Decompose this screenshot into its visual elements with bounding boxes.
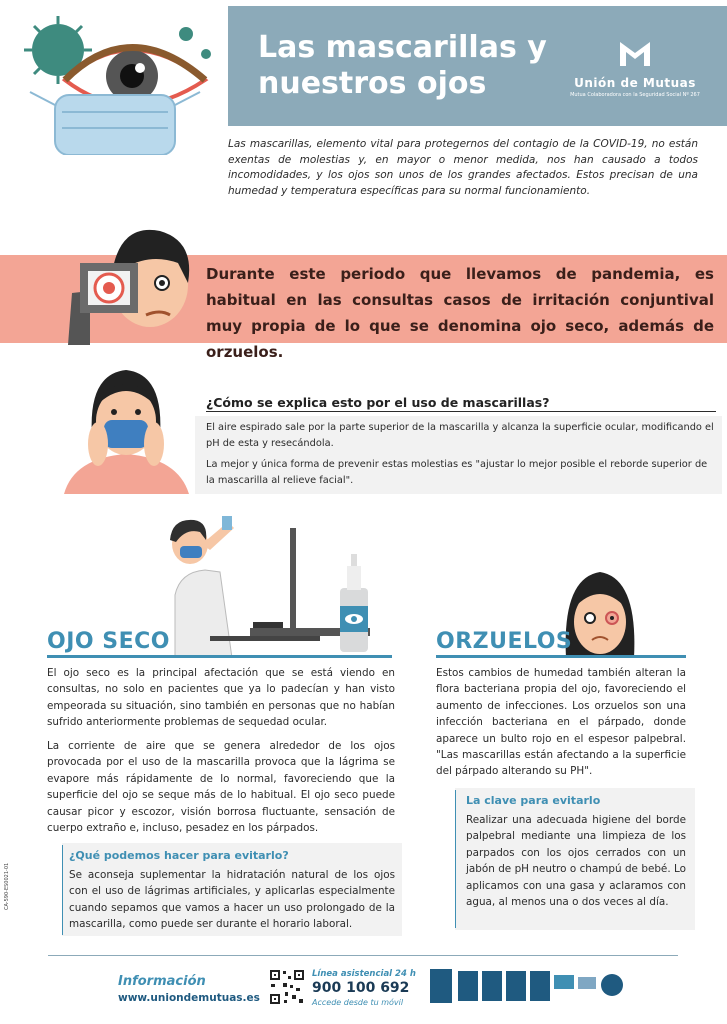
logo-mark-icon — [617, 38, 653, 68]
ojo-seco-underline — [47, 655, 392, 658]
logo-name: Unión de Mutuas — [574, 76, 696, 90]
man-with-eye-exam-illustration — [50, 223, 195, 345]
woman-adjusting-mask-illustration — [64, 366, 189, 494]
masked-eye-virus-illustration — [10, 10, 225, 155]
man-using-eye-drops-at-computer-illustration — [150, 510, 400, 658]
poster-title — [258, 30, 588, 102]
mobile-access-note: Accede desde tu móvil — [312, 998, 404, 1007]
helpline-phone-link[interactable]: 900 100 692 — [312, 980, 410, 996]
question-paragraph-1: El aire espirado sale por la parte superior de la mascarilla y alcanza la superficie ocular, modificando el pH de esta y resecándola. — [206, 422, 714, 449]
union-de-mutuas-logo — [570, 38, 700, 98]
header — [0, 0, 727, 125]
info-title: Información — [118, 974, 206, 989]
question-divider — [206, 411, 716, 412]
question-paragraph-2: La mejor y única forma de prevenir estas molestias es "ajustar lo mejor posible el reborde superior de la mascarilla al relieve facial". — [206, 459, 708, 486]
ojo-seco-paragraph-3: Se aconseja suplementar la hidratación natural de los ojos con el uso de lágrimas artificiales, y aplicarlas especialmente cuando sepamos que vamos a hacer un uso prolongado de la mascarilla, como puede ser durante el horario laboral. — [69, 869, 395, 931]
ojo-seco-tip-rule — [62, 845, 63, 935]
orzuelos-underline — [436, 655, 686, 658]
title-line-1: Las mascarillas y — [258, 30, 547, 65]
highlight-section — [0, 245, 727, 361]
website-link[interactable]: www.uniondemutuas.es — [118, 992, 260, 1004]
question-title: ¿Cómo se explica esto por el uso de mascarillas? — [206, 395, 550, 410]
intro-text: Las mascarillas, elemento vital para protegernos del contagio de la COVID-19, no están exentas de molestias y, en mayor o menor medida, nos han causado a todos incomodidades, y los ojos son unos de los grandes afectados. Estos precisan de una humedad y temperatura específicas para su normal funcionamiento. — [228, 138, 698, 197]
orzuelos-tip-rule — [455, 790, 456, 928]
certification-badges-icon — [430, 969, 630, 1003]
title-line-2: nuestros ojos — [258, 66, 487, 101]
document-code: CA-590-ES0021-01 — [4, 862, 10, 910]
ojo-seco-subtitle: ¿Qué podemos hacer para evitarlo? — [69, 849, 289, 862]
orzuelos-paragraph-1: Estos cambios de humedad también alteran la flora bacteriana propia del ojo, favoreciendo el aumento de infecciones. Los orzuelos son una infección bacteriana en el párpado, donde aparece un bulto rojo en el espesor palpebral. "Las mascarillas están afectando a la superficie del párpado alterando su PH". — [436, 667, 686, 778]
orzuelos-title: ORZUELOS — [436, 629, 573, 654]
ojo-seco-title: OJO SECO — [47, 629, 170, 654]
orzuelos-paragraph-2: Realizar una adecuada higiene del borde palpebral mediante una limpieza de los parpados con los ojos cerrados con un jabón de pH neutro o champú de bebé. Lo aplicamos con una gasa y aclaramos con agua, al menos una o dos veces al día. — [466, 814, 686, 909]
footer-divider — [48, 955, 678, 956]
ojo-seco-paragraph-2: La corriente de aire que se genera alrededor de los ojos provocada por el uso de la mascarilla provoca que la lágrima se evapore más rápidamente de lo normal, favoreciendo que la superficie del ojo se seque más de lo habitual. El ojo seco puede causar picor y escozor, visión borrosa fluctuante, sensación de cuerpo extraño e, incluso, pesadez en los párpados. — [47, 740, 395, 835]
logo-subtitle: Mutua Colaboradora con la Seguridad Social Nº 267 — [570, 92, 700, 98]
qr-code-icon[interactable] — [268, 968, 306, 1006]
ojo-seco-paragraph-1: El ojo seco es la principal afectación que se está viendo en consultas, no solo en pacientes que ya lo padecían y han visto empeorada su situación, sino también en personas que no habían sufrido anteriormente problemas de sequedad ocular. — [47, 667, 395, 729]
highlight-text: Durante este periodo que llevamos de pandemia, es habitual en las consultas casos de irritación conjuntival muy propia de lo que se denomina ojo seco, además de orzuelos. — [206, 265, 714, 361]
helpline-label: Línea asistencial 24 h — [312, 969, 416, 979]
orzuelos-subtitle: La clave para evitarlo — [466, 794, 601, 807]
footer — [0, 955, 727, 1024]
